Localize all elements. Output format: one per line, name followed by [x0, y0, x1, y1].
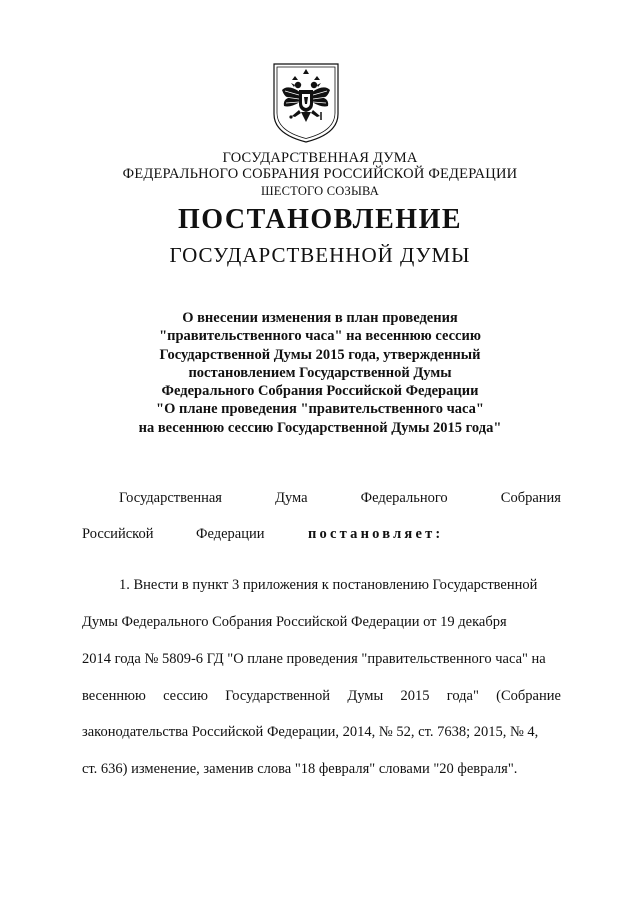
item-1-word: Думы: [347, 688, 384, 704]
header-convocation: ШЕСТОГО СОЗЫВА: [260, 184, 380, 198]
item-1-word: весеннюю: [82, 688, 146, 704]
document-subject: [0, 309, 640, 437]
preamble-word: Федерального: [360, 490, 448, 506]
preamble-word: Российской: [82, 526, 154, 542]
subject-line: Федерального Собрания Российской Федерации: [161, 383, 479, 400]
subject-line: на весеннюю сессию Государственной Думы 2015 года": [138, 419, 502, 436]
item-1-line: законодательства Российской Федерации, 2014, № 52, ст. 7638; 2015, № 4,: [82, 724, 539, 740]
preamble-word: Федерации: [196, 526, 265, 542]
item-1-line-justified: [82, 688, 561, 705]
item-1-word: года": [446, 688, 479, 704]
subject-line: "О плане проведения "правительственного часа": [156, 401, 484, 418]
document-type-title: ПОСТАНОВЛЕНИЕ: [177, 204, 463, 235]
russian-coat-of-arms-emblem: [270, 60, 342, 144]
item-1-word: 2015: [400, 688, 430, 704]
preamble-word: Собрания: [500, 490, 561, 506]
item-1-word: (Собрание: [496, 688, 561, 704]
preamble-resolves: постановляет:: [308, 526, 444, 542]
header-duma: ГОСУДАРСТВЕННАЯ ДУМА: [222, 150, 418, 166]
item-1-line: ст. 636) изменение, заменив слова "18 февраля" словами "20 февраля".: [82, 761, 518, 777]
item-1-line: 1. Внести в пункт 3 приложения к постановлению Государственной: [119, 577, 538, 593]
item-1-line: 2014 года № 5809-6 ГД "О плане проведения "правительственного часа" на: [82, 651, 546, 667]
item-1-line: Думы Федерального Собрания Российской Федерации от 19 декабря: [82, 614, 507, 630]
document-issuer-title: ГОСУДАРСТВЕННОЙ ДУМЫ: [169, 243, 471, 267]
preamble-word: Дума: [275, 490, 308, 506]
header-federal-assembly: ФЕДЕРАЛЬНОГО СОБРАНИЯ РОССИЙСКОЙ ФЕДЕРАЦИИ: [122, 166, 518, 182]
subject-line: О внесении изменения в план проведения: [182, 310, 458, 326]
preamble-line-1: [119, 490, 561, 507]
preamble-word: Государственная: [119, 490, 222, 506]
item-1-word: Государственной: [225, 688, 331, 704]
subject-line: Государственной Думы 2015 года, утвержденный: [159, 346, 481, 363]
subject-line: "правительственного часа" на весеннюю сессию: [159, 328, 481, 345]
item-1-word: сессию: [163, 688, 208, 704]
subject-line: постановлением Государственной Думы: [188, 364, 452, 381]
